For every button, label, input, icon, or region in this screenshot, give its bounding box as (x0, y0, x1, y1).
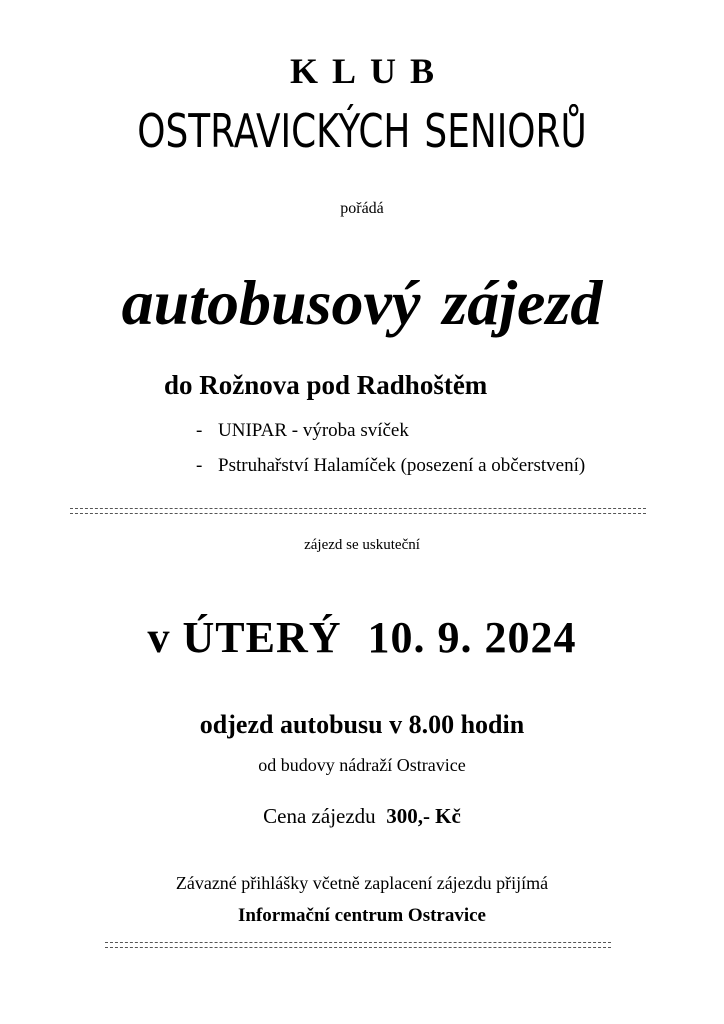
event-date (0, 612, 724, 663)
divider-line (70, 508, 646, 514)
departure-place: od budovy nádraží Ostravice (258, 755, 466, 775)
stop-list-item (196, 455, 585, 477)
stop-bullet: - (196, 455, 203, 476)
price-label: Cena zájezdu (263, 804, 376, 828)
stop-text: UNIPAR - výroba svíček (218, 420, 409, 441)
klub-heading: KLUB (289, 51, 449, 91)
price-value: 300,- Kč (386, 804, 461, 828)
organizes-text: pořádá (340, 200, 384, 217)
stop-text: Pstruhařství Halamíček (posezení a občerstvení) (218, 455, 586, 476)
date-value: 10. 9. 2024 (367, 613, 577, 662)
trip-title-part2: zájezd (442, 267, 603, 338)
registration-text: Závazné přihlášky včetně zaplacení zájezdu přijímá (175, 873, 549, 893)
club-name-part2: SENIORŮ (424, 104, 587, 158)
club-name-heading (80, 104, 645, 158)
destination-heading: do Rožnova pod Radhoštěm (164, 370, 488, 400)
trip-title-part1: autobusový (121, 267, 421, 338)
trip-title (0, 266, 724, 340)
price-line (0, 804, 724, 829)
takes-place-text: zájezd se uskuteční (304, 537, 420, 553)
departure-time: odjezd autobusu v 8.00 hodin (199, 710, 525, 739)
info-center-text: Informační centrum Ostravice (238, 905, 486, 926)
club-name-part1: OSTRAVICKÝCH (137, 104, 411, 158)
stop-bullet: - (196, 420, 203, 441)
date-day: v ÚTERÝ (147, 613, 342, 662)
divider-line (105, 942, 611, 948)
stop-list-item (196, 420, 409, 442)
